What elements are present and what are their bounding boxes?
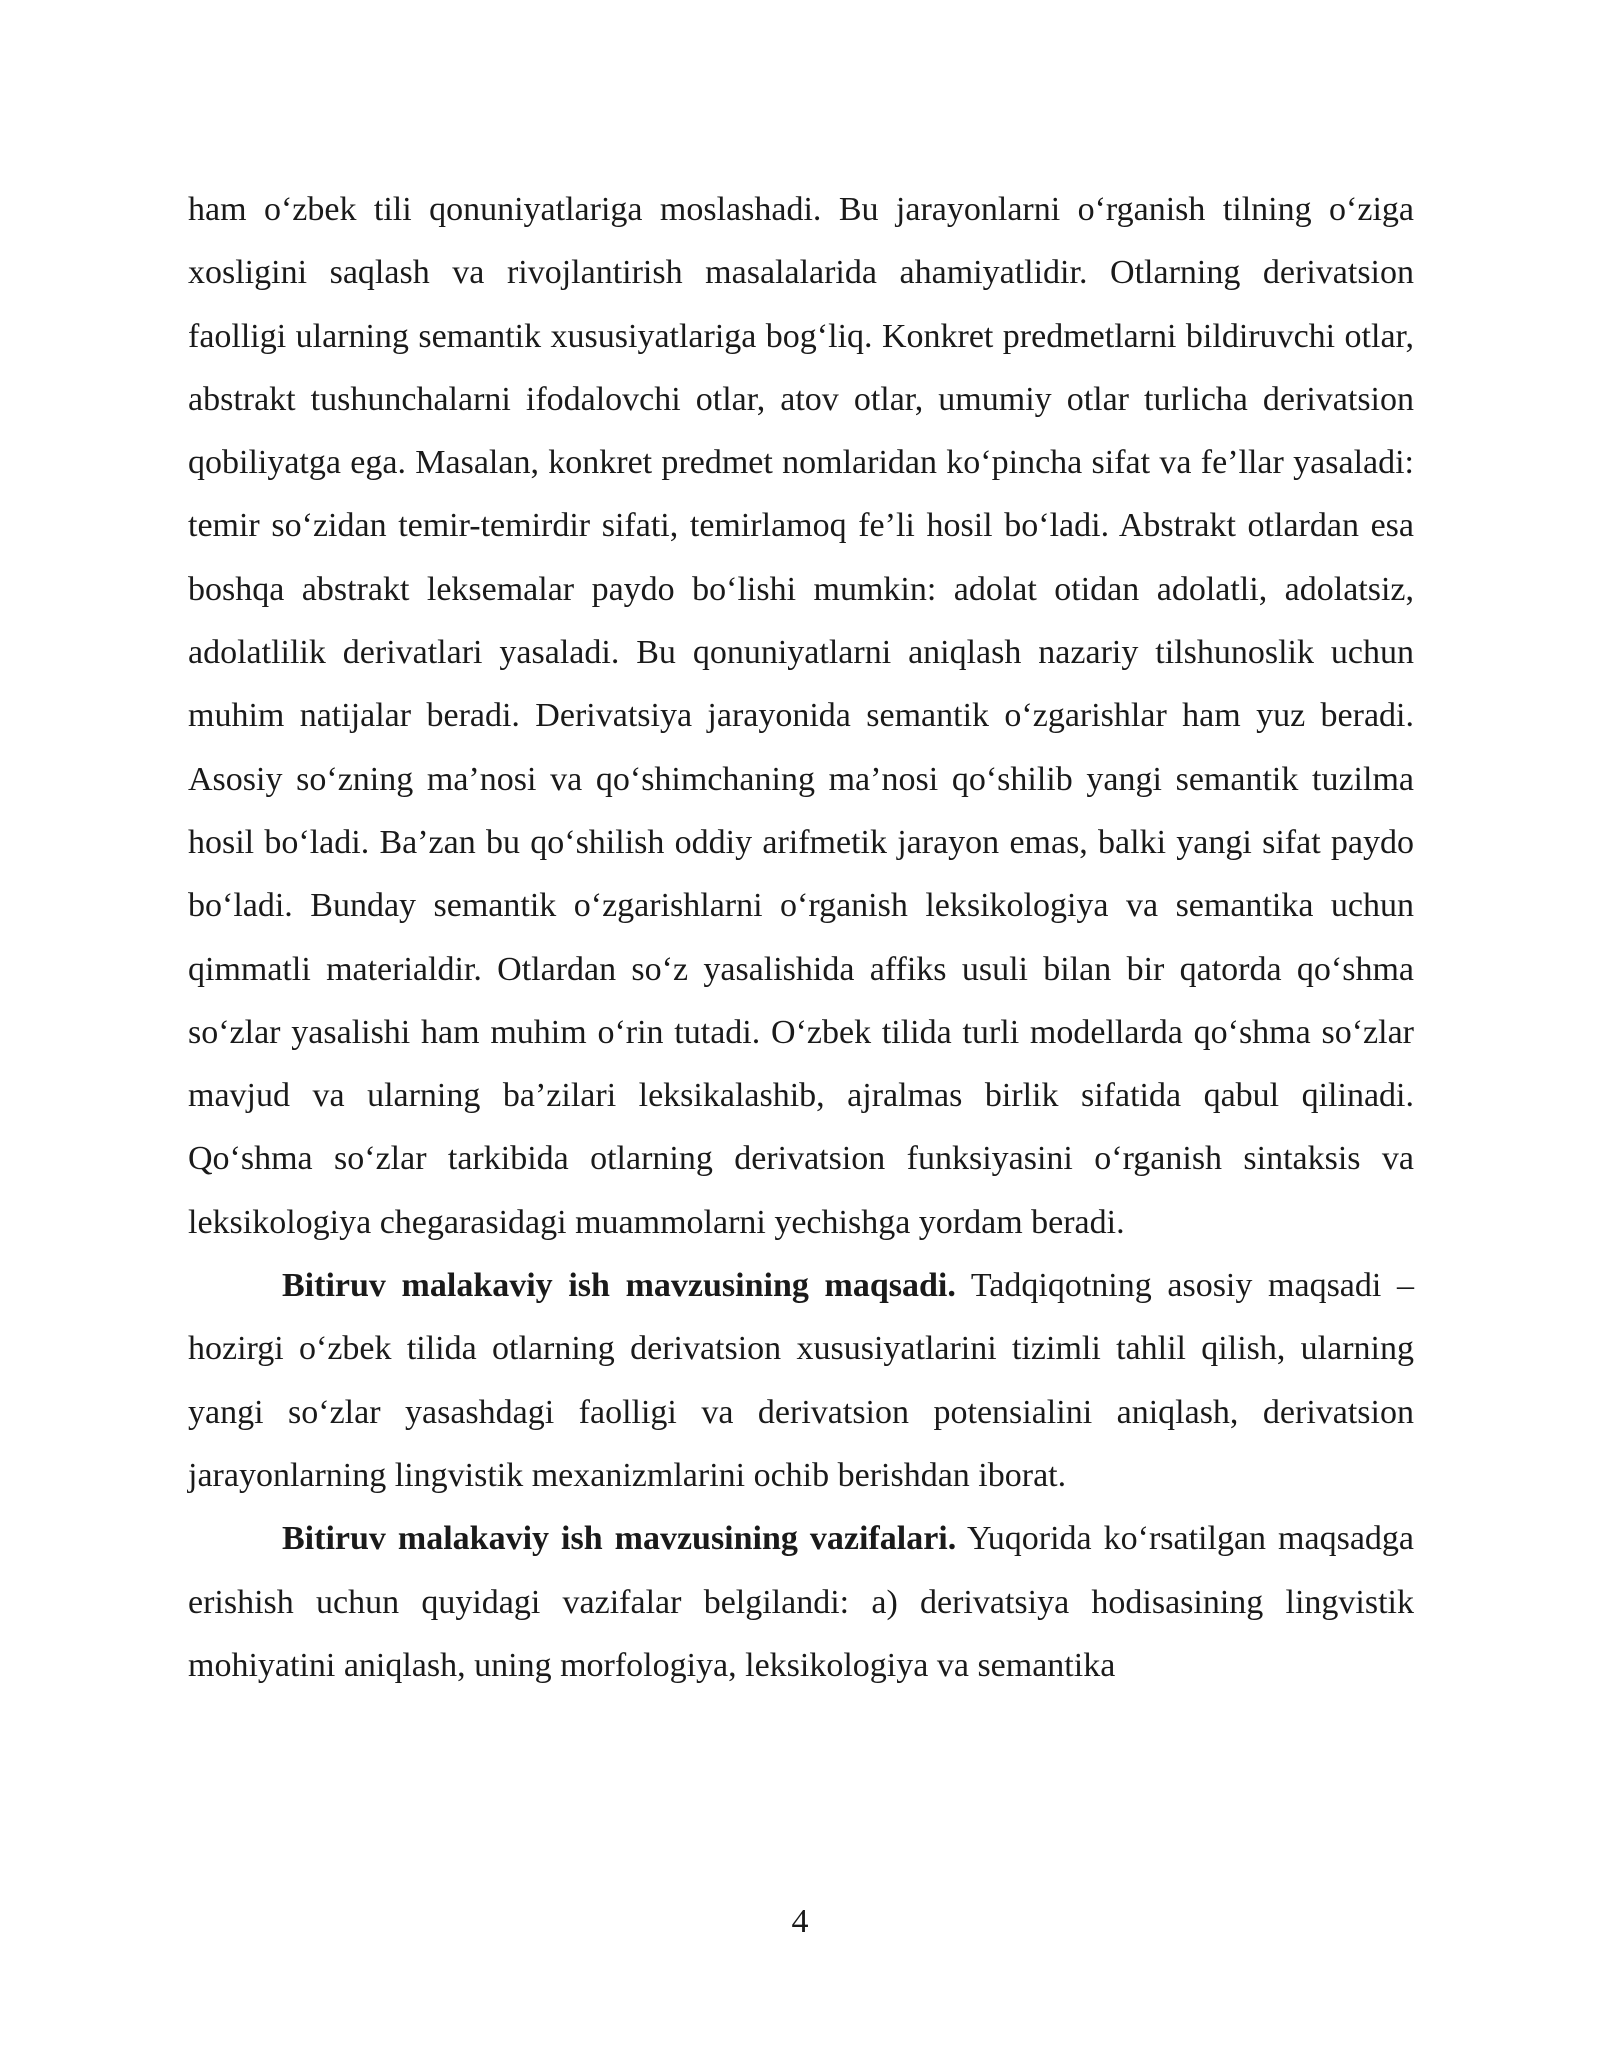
- goal-heading: Bitiruv malakaviy ish mavzusining maqsadi.: [282, 1267, 956, 1305]
- page-number: 4: [791, 1903, 809, 1940]
- paragraph-continuation: [188, 178, 1414, 1254]
- tasks-heading: Bitiruv malakaviy ish mavzusining vazifalari.: [282, 1520, 957, 1558]
- paragraph-goal: [188, 1254, 1414, 1507]
- paragraph-text: ham o‘zbek tili qonuniyatlariga moslashadi. Bu jarayonlarni o‘rganish tilning o‘ziga xosligini saqlash va rivojlantirish masalalarida ahamiyatlidir. Otlarning derivatsion faolligi ularning semantik xususiyatlariga bog‘liq. Konkret predmetlarni bildiruvchi otlar, abstrakt tushunchalarni ifodalovchi otlar, atov otlar, umumiy otlar turlicha derivatsion qobiliyatga ega. Masalan, konkret predmet nomlaridan ko‘pincha sifat va fe’llar yasaladi: temir so‘zidan temir-temirdir sifati, temirlamoq fe’li hosil bo‘ladi. Abstrakt otlardan esa boshqa abstrakt leksemalar paydo bo‘lishi mumkin: adolat otidan adolatli, adolatsiz, adolatlilik derivatlari yasaladi. Bu qonuniyatlarni aniqlash nazariy tilshunoslik uchun muhim natijalar beradi. Derivatsiya jarayonida semantik o‘zgarishlar ham yuz beradi. Asosiy so‘zning ma’nosi va qo‘shimchaning ma’nosi qo‘shilib yangi semantik tuzilma hosil bo‘ladi. Ba’zan bu qo‘shilish oddiy arifmetik jarayon emas, balki yangi sifat paydo bo‘ladi. Bunday semantik o‘zgarishlarni o‘rganish leksikologiya va semantika uchun qimmatli materialdir. Otlardan so‘z yasalishida affiks usuli bilan bir qatorda qo‘shma so‘zlar yasalishi ham muhim o‘rin tutadi. O‘zbek tilida turli modellarda qo‘shma so‘zlar mavjud va ularning ba’zilari leksikalashib, ajralmas birlik sifatida qabul qilinadi. Qo‘shma so‘zlar tarkibida otlarning derivatsion funksiyasini o‘rganish sintaksis va leksikologiya chegarasidagi muammolarni yechishga yordam beradi.: [188, 191, 1414, 1241]
- body-text: [188, 178, 1414, 1697]
- goal-text: Tadqiqotning asosiy maqsadi – hozirgi o‘zbek tilida otlarning derivatsion xususiyatlarini tizimli tahlil qilish, ularning yangi so‘zlar yasashdagi faolligi va derivatsion potensialini aniqlash, derivatsion jarayonlarning lingvistik mexanizmlarini ochib berishdan iborat.: [188, 1267, 1415, 1494]
- tasks-text: Yuqorida ko‘rsatilgan maqsadga erishish uchun quyidagi vazifalar belgilandi: a) derivatsiya hodisasining lingvistik mohiyatini aniqlash, uning morfologiya, leksikologiya va semantika: [188, 1520, 1414, 1684]
- paragraph-tasks: [188, 1507, 1414, 1697]
